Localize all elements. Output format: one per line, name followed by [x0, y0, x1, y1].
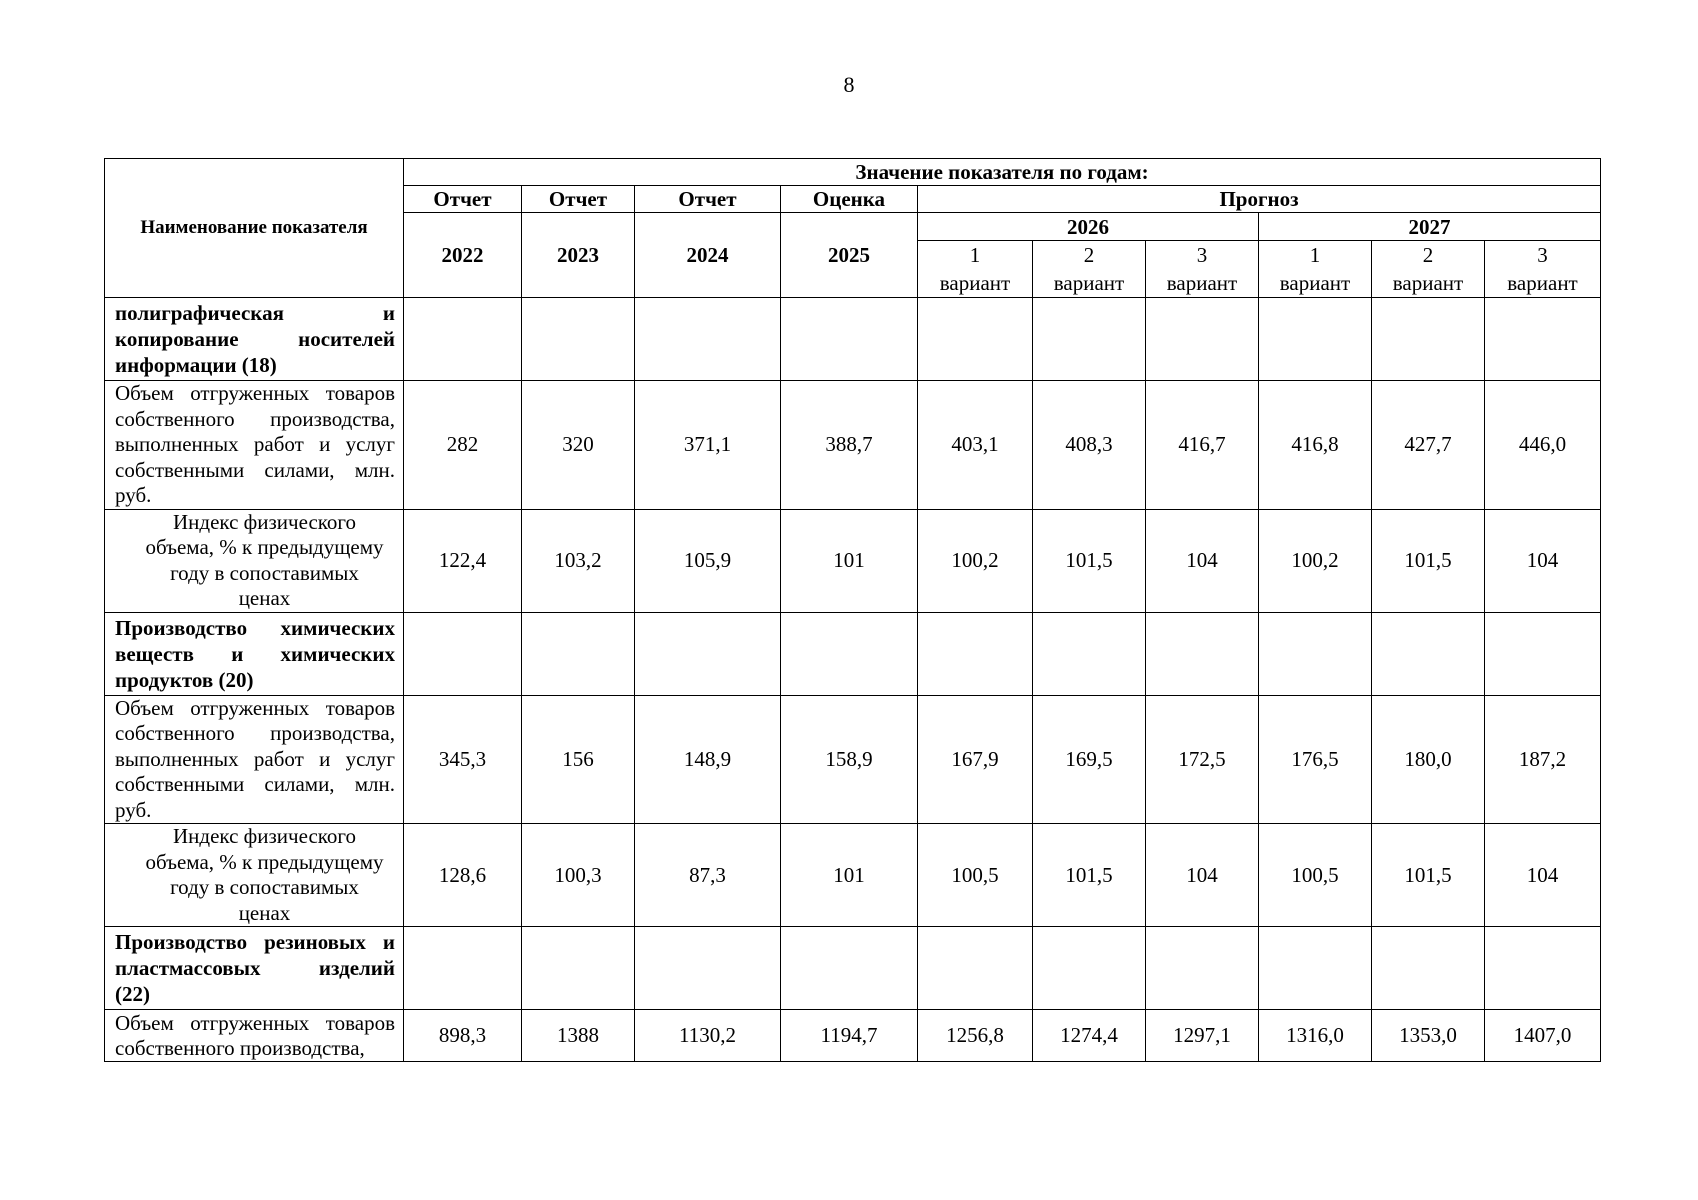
value-cell: 104	[1146, 824, 1259, 927]
status-header-forecast: Прогноз	[918, 186, 1601, 213]
table-row	[105, 824, 1601, 927]
table-row	[105, 1010, 1601, 1062]
indicator-name-line: выполненных работ и услуг	[115, 746, 395, 771]
indicator-name	[105, 695, 404, 824]
indicator-name-line: году в сопоставимых	[170, 560, 359, 585]
value-cell: 1407,0	[1485, 1010, 1601, 1062]
section-title-line: (22)	[115, 982, 150, 1006]
variant-header: 1 вариант	[918, 241, 1033, 298]
empty-cell	[1146, 927, 1259, 1010]
empty-cell	[1259, 298, 1372, 381]
indicator-name-line: руб.	[115, 797, 152, 822]
empty-cell	[781, 927, 918, 1010]
value-cell: 416,8	[1259, 381, 1372, 510]
empty-cell	[1485, 927, 1601, 1010]
section-row	[105, 612, 1601, 695]
value-cell: 105,9	[635, 509, 781, 612]
year-header: 2022	[404, 213, 522, 298]
value-cell: 446,0	[1485, 381, 1601, 510]
empty-cell	[522, 927, 635, 1010]
variant-header: 2 вариант	[1372, 241, 1485, 298]
section-title	[105, 927, 404, 1010]
empty-cell	[1033, 927, 1146, 1010]
section-row	[105, 298, 1601, 381]
indicator-name-line: объема, % к предыдущему	[145, 849, 384, 874]
year-header: 2023	[522, 213, 635, 298]
empty-cell	[1146, 612, 1259, 695]
empty-cell	[404, 298, 522, 381]
value-cell: 156	[522, 695, 635, 824]
value-cell: 1297,1	[1146, 1010, 1259, 1062]
section-title-line: полиграфическая и	[115, 301, 395, 325]
value-cell: 282	[404, 381, 522, 510]
value-cell: 100,3	[522, 824, 635, 927]
value-cell: 100,2	[918, 509, 1033, 612]
table-row	[105, 509, 1601, 612]
indicator-name-line: собственными силами, млн.	[115, 457, 395, 482]
indicator-name-line: Индекс физического	[173, 824, 356, 848]
value-cell: 320	[522, 381, 635, 510]
empty-cell	[918, 298, 1033, 381]
indicator-name-line: собственного производства,	[115, 721, 395, 745]
indicator-name	[105, 509, 404, 612]
indicator-name-line: Объем отгруженных товаров	[115, 381, 395, 405]
empty-cell	[918, 612, 1033, 695]
table-body	[105, 298, 1601, 1062]
empty-cell	[1146, 298, 1259, 381]
empty-cell	[522, 612, 635, 695]
value-cell: 403,1	[918, 381, 1033, 510]
forecast-year-header: 2027	[1259, 213, 1601, 241]
empty-cell	[635, 612, 781, 695]
value-cell: 345,3	[404, 695, 522, 824]
value-cell: 371,1	[635, 381, 781, 510]
empty-cell	[1485, 612, 1601, 695]
section-title-line: копирование носителей	[115, 327, 395, 351]
section-title-line: информации (18)	[115, 353, 277, 377]
empty-cell	[1259, 927, 1372, 1010]
indicator-name-line: объема, % к предыдущему	[145, 535, 384, 559]
empty-cell	[1033, 298, 1146, 381]
indicator-name-line: Объем отгруженных товаров	[115, 1010, 395, 1035]
empty-cell	[781, 298, 918, 381]
empty-cell	[635, 298, 781, 381]
value-cell: 1130,2	[635, 1010, 781, 1062]
variant-header: 3 вариант	[1485, 241, 1601, 298]
status-header-report: Отчет	[404, 186, 522, 213]
indicator-name-line: ценах	[238, 900, 291, 925]
section-row	[105, 927, 1601, 1010]
value-cell: 1388	[522, 1010, 635, 1062]
value-cell: 167,9	[918, 695, 1033, 824]
value-cell: 1194,7	[781, 1010, 918, 1062]
empty-cell	[1372, 612, 1485, 695]
value-cell: 103,2	[522, 509, 635, 612]
indicator-name	[105, 1010, 404, 1062]
empty-cell	[404, 612, 522, 695]
empty-cell	[1372, 298, 1485, 381]
value-cell: 1316,0	[1259, 1010, 1372, 1062]
value-cell: 101	[781, 509, 918, 612]
value-cell: 104	[1485, 509, 1601, 612]
value-cell: 180,0	[1372, 695, 1485, 824]
indicator-name-line: собственными силами, млн.	[115, 772, 395, 796]
value-cell: 101,5	[1372, 824, 1485, 927]
value-cell: 100,2	[1259, 509, 1372, 612]
empty-cell	[404, 927, 522, 1010]
indicator-name	[105, 381, 404, 510]
value-cell: 101	[781, 824, 918, 927]
indicator-name	[105, 824, 404, 927]
value-cell: 101,5	[1372, 509, 1485, 612]
value-cell: 148,9	[635, 695, 781, 824]
indicator-name-line: Объем отгруженных товаров	[115, 695, 395, 720]
value-cell: 1256,8	[918, 1010, 1033, 1062]
value-cell: 100,5	[1259, 824, 1372, 927]
empty-cell	[635, 927, 781, 1010]
indicator-name-line: выполненных работ и услуг	[115, 432, 395, 456]
forecast-year-header: 2026	[918, 213, 1259, 241]
value-cell: 172,5	[1146, 695, 1259, 824]
year-header: 2024	[635, 213, 781, 298]
value-cell: 1353,0	[1372, 1010, 1485, 1062]
status-header-estimate: Оценка	[781, 186, 918, 213]
empty-cell	[781, 612, 918, 695]
table-row	[105, 381, 1601, 510]
page-number: 8	[843, 72, 855, 97]
empty-cell	[918, 927, 1033, 1010]
value-cell: 416,7	[1146, 381, 1259, 510]
section-title	[105, 612, 404, 695]
value-cell: 408,3	[1033, 381, 1146, 510]
empty-cell	[1259, 612, 1372, 695]
indicator-name-line: собственного производства,	[115, 1035, 365, 1060]
variant-header: 2 вариант	[1033, 241, 1146, 298]
indicator-name-line: Индекс физического	[173, 509, 356, 534]
value-cell: 101,5	[1033, 509, 1146, 612]
indicator-name-line: собственного производства,	[115, 406, 395, 431]
group-header: Значение показателя по годам:	[404, 159, 1601, 186]
value-cell: 122,4	[404, 509, 522, 612]
empty-cell	[1372, 927, 1485, 1010]
table-row	[105, 695, 1601, 824]
value-cell: 101,5	[1033, 824, 1146, 927]
section-title-line: Производство химических	[115, 615, 395, 640]
value-cell: 158,9	[781, 695, 918, 824]
status-header-report: Отчет	[522, 186, 635, 213]
year-header: 2025	[781, 213, 918, 298]
section-title-line: Производство резиновых и	[115, 930, 395, 954]
empty-cell	[1033, 612, 1146, 695]
value-cell: 427,7	[1372, 381, 1485, 510]
value-cell: 87,3	[635, 824, 781, 927]
section-title-line: продуктов (20)	[115, 667, 254, 692]
status-header-report: Отчет	[635, 186, 781, 213]
indicator-name-line: ценах	[238, 586, 291, 610]
empty-cell	[1485, 298, 1601, 381]
section-title	[105, 298, 404, 381]
value-cell: 104	[1485, 824, 1601, 927]
value-cell: 169,5	[1033, 695, 1146, 824]
variant-header: 3 вариант	[1146, 241, 1259, 298]
indicator-name-line: году в сопоставимых	[170, 875, 359, 899]
value-cell: 898,3	[404, 1010, 522, 1062]
value-cell: 1274,4	[1033, 1010, 1146, 1062]
section-title-line: пластмассовых изделий	[115, 956, 395, 980]
value-cell: 176,5	[1259, 695, 1372, 824]
indicator-name-line: руб.	[115, 483, 152, 507]
value-cell: 187,2	[1485, 695, 1601, 824]
value-cell: 128,6	[404, 824, 522, 927]
empty-cell	[522, 298, 635, 381]
value-cell: 388,7	[781, 381, 918, 510]
indicator-header: Наименование показателя	[105, 159, 404, 298]
variant-header: 1 вариант	[1259, 241, 1372, 298]
section-title-line: веществ и химических	[115, 641, 395, 666]
value-cell: 100,5	[918, 824, 1033, 927]
value-cell: 104	[1146, 509, 1259, 612]
indicator-table	[104, 158, 1601, 1062]
